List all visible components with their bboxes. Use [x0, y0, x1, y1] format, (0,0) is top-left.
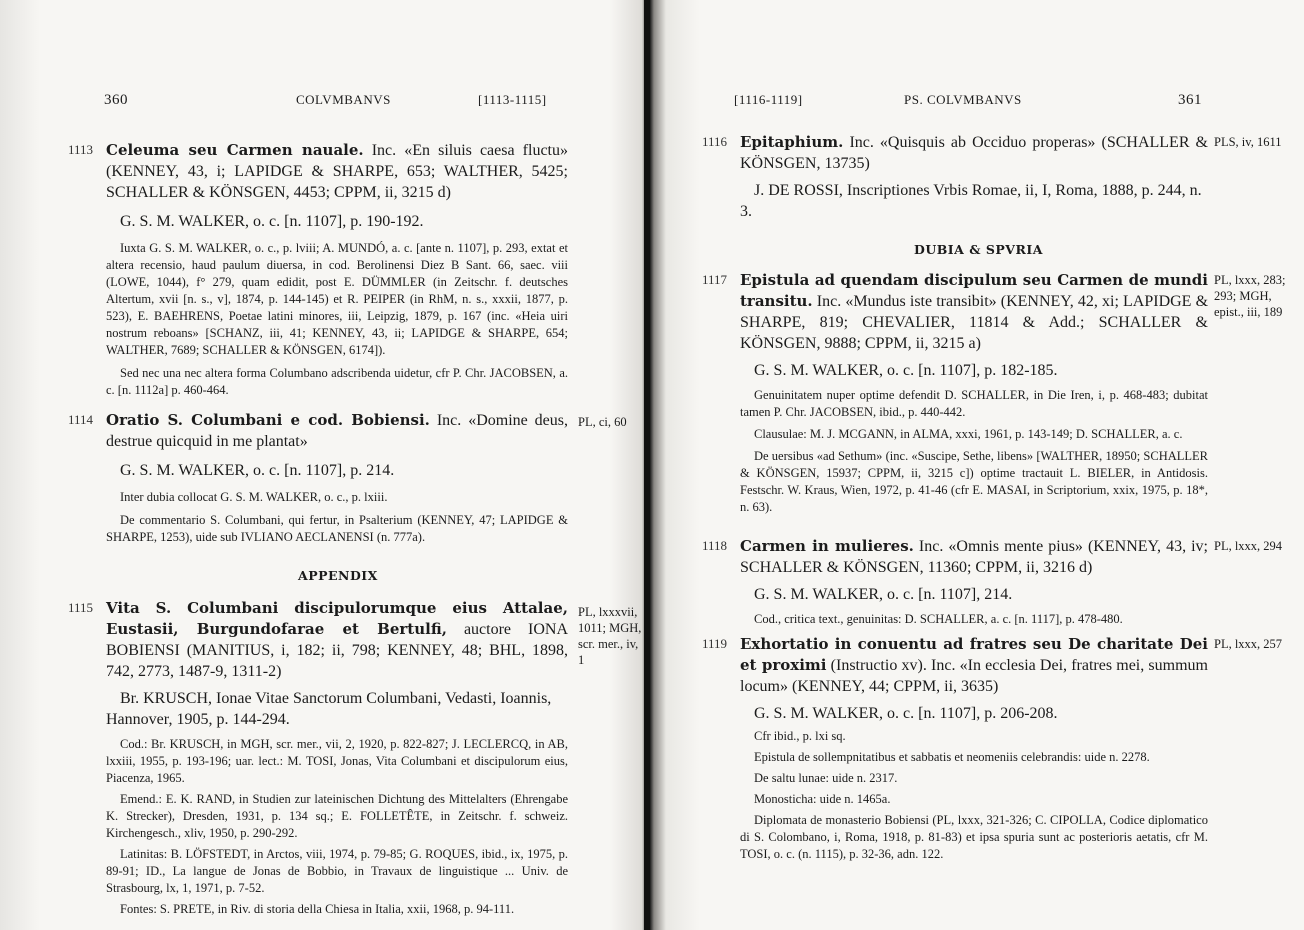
entry-reference: G. S. M. WALKER, o. c. [n. 1107], p. 190-192. — [120, 213, 424, 230]
entry-note: De commentario S. Columbani, qui fertur, in Psalterium (KENNEY, 47; LAPIDGE & SHARPE, 1253), uide sub IVLIANO AECLANENSI (n. 777a). — [106, 513, 568, 544]
margin-reference: PLS, iv, 1611 — [1214, 135, 1282, 149]
margin-reference: PL, lxxx, 257 — [1214, 637, 1283, 651]
entry-incipit: (Instructio xv). Inc. «In ecclesia Dei, fratres mei, summum locum» (KENNEY, 44; CPPM, ii, 3635) — [740, 657, 1208, 695]
entry-incipit: Inc. «Domine deus, destrue quicquid in me plantat» — [106, 412, 569, 450]
entry-heading: Oratio S. Columbani e cod. Bobiensi. — [106, 411, 430, 429]
entry-number: 1117 — [702, 272, 728, 287]
entry-note: Sed nec una nec altera forma Columbano adscribenda uidetur, cfr P. Chr. JACOBSEN, a. c. [n. 1112a] p. 460-464. — [106, 366, 568, 397]
entry-heading: Epitaphium. — [740, 133, 844, 151]
entry-incipit: Inc. «En siluis caesa fluctu» (KENNEY, 43, i; LAPIDGE & SHARPE, 653; WALTHER, 5425; SCHALLER & KÖNSGEN, 4453; CPPM, ii, 3215 d) — [106, 142, 568, 201]
entry-number: 1115 — [68, 600, 94, 615]
left-page — [0, 0, 650, 930]
entry-reference: J. DE ROSSI, Inscriptiones Vrbis Romae, ii, I, Roma, 1888, p. 244, n. 3. — [740, 182, 1202, 220]
entry-note: Cod., critica text., genuinitas: D. SCHALLER, a. c. [n. 1117], p. 478-480. — [754, 612, 1123, 626]
entry-incipit: Inc. «Mundus iste transibit» (KENNEY, 42, xi; LAPIDGE & SHARPE, 819; CHEVALIER, 11814 & Add.; SCHALLER & KÖNSGEN, 9888; CPPM, ii, 3215 a) — [740, 293, 1209, 352]
entry-note: Diplomata de monasterio Bobiensi (PL, lxxx, 321-326; C. CIPOLLA, Codice diplomatico di S. Colombano, i, Roma, 1918, p. 81-83) et ipsa spuria sunt ac posterioris aetatis, cfr M. TOSI, o. c. (n. 1115), p. 32-36, adn. 122. — [740, 813, 1208, 861]
entry-heading: Vita S. Columbani discipulorumque eius Attalae, Eustasii, Burgundofarae et Bertulfi, — [106, 599, 568, 638]
entry-reference: G. S. M. WALKER, o. c. [n. 1107], p. 214. — [120, 462, 395, 479]
margin-reference: PL, lxxx, 294 — [1214, 539, 1283, 553]
entry-note: Epistula de sollempnitatibus et sabbatis et neomeniis celebrandis: uide n. 2278. — [754, 750, 1150, 764]
entry-1115 — [68, 598, 568, 918]
margin-reference: PL, ci, 60 — [578, 415, 627, 429]
entry-number: 1116 — [702, 134, 728, 149]
page-range-right: [1116-1119] — [734, 92, 803, 107]
entry-note: Cod.: Br. KRUSCH, in MGH, scr. mer., vii, 2, 1920, p. 822-827; J. LECLERCQ, in AB, lxxiii, 1955, p. 193-196; uar. lect.: M. TOSI, Jonas, Vita Columbani et discipulorum eius, Piacenza, 1965. — [106, 737, 568, 785]
entry-heading: Epistula ad quendam discipulum seu Carmen de mundi transitu. — [740, 271, 1208, 310]
entry-note: Genuinitatem nuper optime defendit D. SCHALLER, in Die Iren, i, p. 468-483; dubitat tamen P. Chr. JACOBSEN, ibid., p. 440-442. — [740, 388, 1208, 419]
entry-note: De uersibus «ad Sethum» (inc. «Suscipe, Sethe, libens» [WALTHER, 18950; SCHALLER & KÖNSGEN, 15937; CPPM, ii, 3215 c]) optime tractauit L. BIELER, in Antidosis. Festschr. W. Kraus, Wien, 1972, p. 41-46 (cfr E. MASAI, in Scriptorium, xxix, 1975, p. 18*, n. 63). — [740, 449, 1208, 514]
entry-incipit: Inc. «Quisquis ab Occiduo properas» (SCHALLER & KÖNSGEN, 13735) — [740, 134, 1209, 172]
entry-1118 — [702, 536, 1208, 628]
entry-incipit: auctore IONA BOBIENSI (MANITIUS, i, 182; ii, 798; KENNEY, 48; BHL, 1898, 742, 2773, 1487-9, 1311-2) — [106, 621, 568, 680]
entry-1113 — [68, 140, 568, 399]
entry-1114 — [68, 410, 568, 546]
entry-reference: G. S. M. WALKER, o. c. [n. 1107], 214. — [754, 586, 1013, 603]
page-number-right: 361 — [1178, 92, 1202, 108]
entry-incipit: Inc. «Omnis mente pius» (KENNEY, 43, iv; SCHALLER & KÖNSGEN, 11360; CPPM, ii, 3216 d) — [740, 538, 1209, 576]
entry-reference: G. S. M. WALKER, o. c. [n. 1107], p. 182-185. — [754, 362, 1058, 379]
section-heading-dubia: DUBIA & SPVRIA — [914, 242, 1043, 257]
entry-number: 1113 — [68, 142, 94, 157]
margin-reference: PL, lxxxvii, 1011; MGH, scr. mer., iv, 1 — [578, 605, 642, 667]
entry-note: Fontes: S. PRETE, in Riv. di storia della Chiesa in Italia, xxii, 1968, p. 94-111. — [120, 902, 515, 916]
entry-note: Latinitas: B. LÖFSTEDT, in Arctos, viii, 1974, p. 79-85; G. ROQUES, ibid., ix, 1975, p. 89-91; ID., La langue de Jonas de Bobbio, in Travaux de linguistique ... Univ. de Strasbourg, lx, 1, 1971, p. 7-52. — [106, 847, 568, 895]
entry-number: 1118 — [702, 538, 728, 553]
entry-note: Cfr ibid., p. lxi sq. — [754, 729, 846, 743]
entry-number: 1119 — [702, 636, 728, 651]
entry-note: Iuxta G. S. M. WALKER, o. c., p. lviii; A. MUNDÓ, a. c. [ante n. 1107], p. 293, extat et altera recensio, haud paulum diuersa, in cod. Berolinensi Diez B Sant. 66, saec. viii (LOWE, 1044), f° 279, quam edidit, post E. DÜMMLER (in Zeitschr. f. deutsches Altertum, xvii [n. s., v], 1874, p. 144-145) et R. PEIPER (in RhM, n. s., xxxii, 1877, p. 523), E. BAEHRENS, Poetae latini minores, iii, Leipzig, 1879, p. 167 (inc. «Heia uiri nostrum reboans» [SCHANZ, iii, 41; KENNEY, 43, ii; LAPIDGE & SHARPE, 654; WALTHER, 7689; SCHALLER & KÖNSGEN, 6174]). — [106, 241, 568, 357]
page-range-left: [1113-1115] — [478, 92, 547, 107]
section-heading-appendix: APPENDIX — [298, 568, 378, 583]
entry-1119 — [702, 634, 1208, 863]
entry-note: Clausulae: M. J. MCGANN, in ALMA, xxxi, 1961, p. 143-149; D. SCHALLER, a. c. — [754, 427, 1183, 441]
entry-heading: Exhortatio in conuentu ad fratres seu De charitate Dei et proximi — [740, 635, 1208, 674]
running-title-left: COLVMBANVS — [296, 92, 391, 107]
entry-reference: Br. KRUSCH, Ionae Vitae Sanctorum Columbani, Vedasti, Ioannis, Hannover, 1905, p. 144-294. — [106, 690, 552, 728]
margin-reference: PL, lxxx, 283; 293; MGH, epist., iii, 189 — [1214, 273, 1286, 319]
entry-1116 — [702, 132, 1208, 222]
right-page — [650, 0, 1304, 930]
entry-reference: G. S. M. WALKER, o. c. [n. 1107], p. 206-208. — [754, 705, 1058, 722]
entry-number: 1114 — [68, 412, 94, 427]
entry-note: Monosticha: uide n. 1465a. — [754, 792, 891, 806]
entry-note: Emend.: E. K. RAND, in Studien zur lateinischen Dichtung des Mittelalters (Ehrengabe K. Strecker), Dresden, 1931, p. 134 sq.; E. FOLLETÊTE, in Zeitschr. f. schweiz. Kirchengesch., xliv, 1950, p. 290-292. — [106, 792, 568, 840]
entry-1117 — [702, 270, 1208, 516]
running-title-right: PS. COLVMBANVS — [904, 92, 1022, 107]
entry-note: De saltu lunae: uide n. 2317. — [754, 771, 898, 785]
entry-heading: Celeuma seu Carmen nauale. — [106, 141, 364, 159]
entry-heading: Carmen in mulieres. — [740, 537, 914, 555]
entry-note: Inter dubia collocat G. S. M. WALKER, o. c., p. lxiii. — [120, 490, 388, 504]
page-number-left: 360 — [104, 92, 128, 108]
